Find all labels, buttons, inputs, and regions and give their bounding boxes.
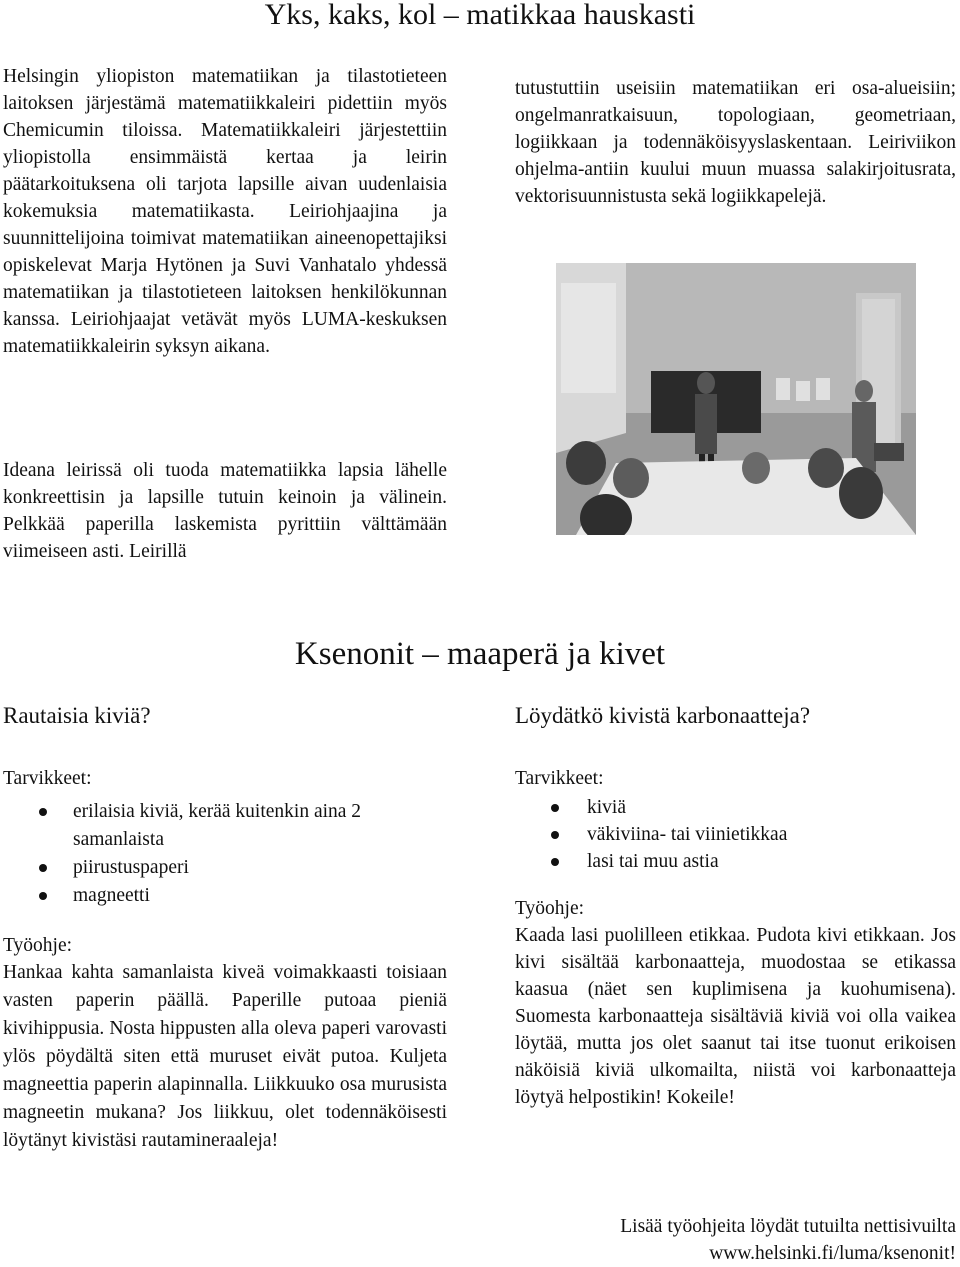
article-title-math-camp: Yks, kaks, kol – matikkaa hauskasti xyxy=(264,0,696,31)
classroom-photo xyxy=(556,263,916,535)
article-text-top-right xyxy=(515,75,956,210)
list-item: kiviä xyxy=(515,794,956,821)
article-title-xenons xyxy=(0,634,960,674)
article-text-bottom-left xyxy=(3,457,447,565)
paragraph-intro: Helsingin yliopiston matematiikan ja tilastotieteen laitoksen järjestämä matematiikkaleiri pidettiin myös Chemicumin tiloissa. Matematiikkaleiri järjestettiin yliopistolla ensimmäistä kertaa ja leirin päätarkoituksena oli tarjota lapsille aivan uudenlaisia kokemuksia matematiikasta. Leiriohjaajina ja suunnittelijoina toimivat matematiikan aineenopettajiksi opiskelevat Marja Hytönen ja Suvi Vanhatalo yhdessä matematiikan ja tilastotieteen laitoksen henkilökunnan kanssa. Leiriohjaajat vetävät myös LUMA-keskuksen matematiikkaleirin syksyn aikana. xyxy=(3,66,447,357)
materials-label-right: Tarvikkeet: xyxy=(515,768,604,789)
list-item: magneetti xyxy=(3,882,447,910)
footer-note xyxy=(515,1213,956,1267)
section-heading-iron-stones: Rautaisia kiviä? xyxy=(3,703,151,728)
materials-list-left xyxy=(3,798,447,910)
section-heading-carbonates: Löydätkö kivistä karbonaatteja? xyxy=(515,703,811,728)
paragraph-idea: Ideana leirissä oli tuoda matematiikka lapsia lähelle konkreettisin ja lapsille tutuin keinoin ja välinein. Pelkkää paperilla laskemista pyrittiin välttämään viimeiseen asti. Leirillä xyxy=(3,460,447,562)
materials-list-right xyxy=(515,794,956,875)
instructions-text-right: Kaada lasi puolilleen etikkaa. Pudota kivi etikkaan. Jos kivi sisältää karbonaatteja, muodostaa se etikassa kaasua (näet sen kuplimisena ja kuohumisena). Suomesta karbonaatteja sisältäviä kiviä voi olla vaikea löytää, mutta jos olet saanut tai itse tuonut erikoisen näköisiä kiviä ulkomailta, niistä voi karbonaatteja löytyä helpostikin! Kokeile! xyxy=(515,925,956,1108)
instructions-label-left: Työohje: xyxy=(3,935,73,956)
instructions-label-right: Työohje: xyxy=(515,898,585,919)
list-item: erilaisia kiviä, kerää kuitenkin aina 2 samanlaista xyxy=(3,798,447,854)
materials-label-left: Tarvikkeet: xyxy=(3,768,92,789)
article-text-top-left xyxy=(3,63,447,360)
list-item: väkiviina- tai viinietikkaa xyxy=(515,821,956,848)
footer-link[interactable]: www.helsinki.fi/luma/ksenonit! xyxy=(709,1243,956,1264)
instructions-text-left: Hankaa kahta samanlaista kiveä voimakkaasti toisiaan vasten paperin päällä. Paperille putoaa pieniä kivihippusia. Nosta hippusten alla oleva paperi varovasti ylös pöydältä siten että muruset eivät putoa. Kuljeta magneettia paperin alapinnalla. Liikkuuko osa murusista magneetin mukana? Jos liikkuu, olet todennäköisesti löytänyt kivistäsi rautamineraaleja! xyxy=(3,962,447,1151)
footer-line: Lisää työohjeita löydät tutuilta nettisivuilta xyxy=(620,1216,956,1237)
paragraph-continuation: tutustuttiin useisiin matematiikan eri osa-alueisiin; ongelmanratkaisuun, topologiaan, geometriaan, logiikkaan ja todennäköisyyslaskentaan. Leiriviikon ohjelma-antiin kuului muun muassa salakirjoitusrata, vektorisuunnistusta sekä logiikkapelejä. xyxy=(515,78,956,207)
iron-stones-section xyxy=(3,702,447,1155)
list-item: lasi tai muu astia xyxy=(515,848,956,875)
carbonates-section xyxy=(515,702,956,1111)
list-item: piirustuspaperi xyxy=(3,854,447,882)
article-title-xenons-text: Ksenonit – maaperä ja kivet xyxy=(294,636,666,672)
